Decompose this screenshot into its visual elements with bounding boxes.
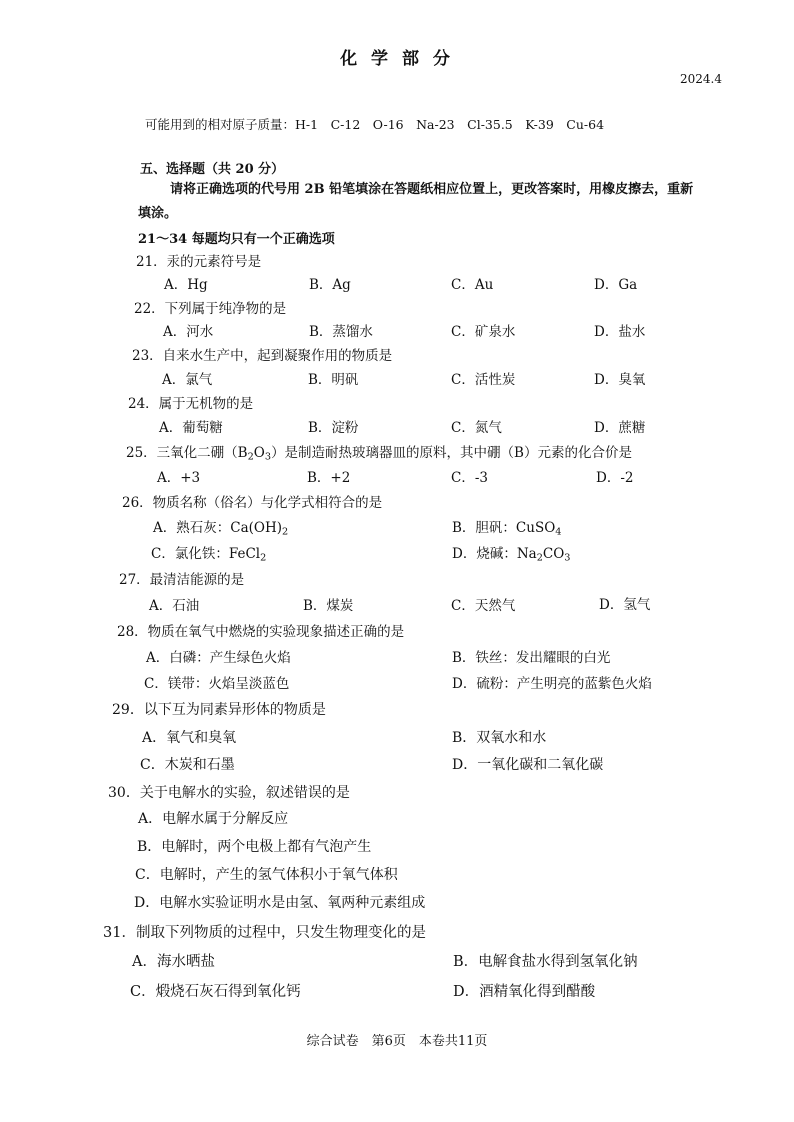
question-23-option-b: B．明矾 [308,372,359,388]
question-22-option-d: D．盐水 [594,324,646,340]
question-23-option-a: A．氯气 [162,372,213,388]
section-note: 21～34 每题均只有一个正确选项 [138,232,335,247]
question-25-option-c: C．-3 [451,470,488,486]
question-27-option-b: B．煤炭 [303,598,354,614]
question-31-option-d: D．酒精氧化得到醋酸 [453,984,596,1000]
question-28-option-a: A．白磷：产生绿色火焰 [146,650,291,666]
question-21-option-b: B．Ag [309,277,351,293]
question-26-stem: 26．物质名称（俗名）与化学式相符合的是 [122,495,383,511]
question-31-stem: 31．制取下列物质的过程中，只发生物理变化的是 [103,925,426,941]
question-21-option-d: D．Ga [594,277,638,293]
question-29-option-b: B．双氧水和水 [452,730,547,746]
question-27-option-c: C．天然气 [451,598,516,614]
page-footer: 综合试卷 第6页 本卷共11页 [306,1034,488,1049]
question-22-option-b: B．蒸馏水 [309,324,373,340]
question-28-option-c: C．镁带：火焰呈淡蓝色 [144,676,290,692]
question-30-option-d: D．电解水实验证明水是由氢、氧两种元素组成 [134,895,426,911]
atomic-masses: 可能用到的相对原子质量：H-1 C-12 O-16 Na-23 Cl-35.5 K-39 Cu-64 [145,117,605,132]
question-21-stem: 21．汞的元素符号是 [136,254,262,270]
question-21-option-a: A．Hg [164,277,208,293]
section-instruction: 请将正确选项的代号用 2B 铅笔填涂在答题纸相应位置上，更改答案时，用橡皮擦去，重新填涂。 [138,182,694,221]
question-22-stem: 22．下列属于纯净物的是 [134,301,287,317]
question-25-option-b: B．+2 [307,470,351,486]
question-27-option-a: A．石油 [149,598,200,614]
section-heading: 五、选择题（共 20 分） [140,162,285,177]
question-26-option-a: A．熟石灰：$Ca(OH)_2$ [153,520,289,538]
question-29-option-d: D．一氧化碳和二氧化碳 [452,757,604,773]
question-24-option-d: D．蔗糖 [594,420,646,436]
question-26-option-c: C．氯化铁：FeCl$_2$ [151,546,267,564]
page-title: 化 学 部 分 [340,49,454,69]
question-31-option-a: A．海水晒盐 [132,954,215,970]
question-30-option-a: A．电解水属于分解反应 [138,811,289,827]
question-31-option-b: B．电解食盐水得到氢氧化钠 [453,954,638,970]
question-28-option-d: D．硫粉：产生明亮的蓝紫色火焰 [452,676,652,692]
question-26-option-b: B．胆矾：CuSO$_4$ [452,520,562,538]
question-24-option-c: C．氮气 [451,420,502,436]
question-29-option-a: A．氧气和臭氧 [142,730,237,746]
question-27-option-d: D．氢气 [599,597,651,613]
question-22-option-c: C．矿泉水 [451,324,516,340]
question-25-option-d: D．-2 [596,470,634,486]
question-28-stem: 28．物质在氧气中燃烧的实验现象描述正确的是 [117,624,405,640]
question-23-stem: 23．自来水生产中，起到凝聚作用的物质是 [132,348,393,364]
question-21-option-c: C．Au [451,277,494,293]
question-24-stem: 24．属于无机物的是 [128,396,254,412]
question-30-stem: 30．关于电解水的实验，叙述错误的是 [108,785,350,801]
question-30-option-c: C．电解时，产生的氢气体积小于氧气体积 [135,867,398,883]
question-29-option-c: C．木炭和石墨 [140,757,235,773]
question-28-option-b: B．铁丝：发出耀眼的白光 [452,650,611,666]
question-22-option-a: A．河水 [163,324,214,340]
question-24-option-a: A．葡萄糖 [159,420,223,436]
question-24-option-b: B．淀粉 [308,420,359,436]
question-23-option-d: D．臭氧 [594,372,646,388]
question-27-stem: 27．最清洁能源的是 [119,572,245,588]
question-31-option-c: C．煅烧石灰石得到氧化钙 [130,984,301,1000]
exam-date: 2024.4 [680,72,722,86]
question-29-stem: 29．以下互为同素异形体的物质是 [112,702,326,718]
question-26-option-d: D．烧碱：$Na_2CO_3$ [452,546,571,564]
question-23-option-c: C．活性炭 [451,372,516,388]
question-30-option-b: B．电解时，两个电极上都有气泡产生 [137,839,372,855]
question-25-stem: 25．三氧化二硼$(B_2O_3)$是制造耐热玻璃器皿的原料，其中硼（B）元素的化合价是 [126,445,632,463]
question-25-option-a: A．+3 [157,470,201,486]
